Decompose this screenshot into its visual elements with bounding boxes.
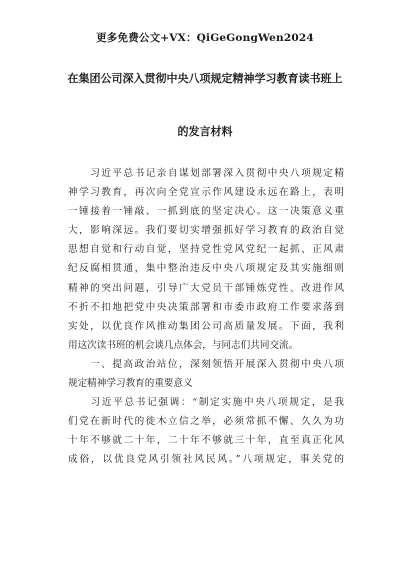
document-body [68, 164, 344, 470]
body-text-line: 纪反腐相贯通，集中整治违反中央八项规定及其实施细则 [68, 263, 344, 275]
body-text-line: 实处，以优良作风推动集团公司高质量发展。下面，我利 [68, 320, 344, 332]
body-text-line: 不折不扣地把党中央决策部署和市委市政府工作要求落到 [68, 301, 344, 313]
body-text-line: 神学习教育，再次向全党宣示作风建设永远在路上，表明 [68, 187, 344, 199]
body-text-line: 大，影响深远。我们要切实增强抓好学习教育的政治自觉 [68, 225, 344, 237]
body-text-line: 十年不够就二十年，二十年不够就三十年，直至真正化风 [68, 435, 344, 447]
body-text-line: 一、提高政治站位，深刻领悟开展深入贯彻中央八项 [68, 358, 344, 370]
document-title-line-2: 的发言材料 [177, 125, 233, 138]
watermark-text: 更多免费公文+VX：QiGeGongWen2024 [96, 32, 314, 44]
body-text-line: 思想自觉和行动自觉，坚持党性党风党纪一起抓、正风肃 [68, 244, 344, 256]
body-text-line: 规定精神学习教育的重要意义 [68, 378, 193, 390]
body-text-line: 精神的突出问题，引导广大党员干部锤炼党性、改进作风 [68, 282, 344, 294]
document-title-line-1: 在集团公司深入贯彻中央八项规定精神学习教育读书班上 [67, 72, 343, 85]
body-text-line: 们党在新时代的徙木立信之举，必须常抓不懈、久久为功 [68, 416, 344, 428]
body-text-line: 习近平总书记亲自谋划部署深入贯彻中央八项规定精 [68, 168, 344, 179]
body-text-line: 成俗，以优良党风引领社风民风。”八项规定，事关党的 [68, 454, 344, 466]
body-text-line: 习近平总书记强调：“制定实施中央八项规定，是我 [68, 397, 344, 409]
body-text-line: 一锤接着一锤敲、一抓到底的坚定决心。这一决策意义重 [68, 206, 344, 218]
body-text-line: 用这次读书班的机会谈几点体会，与同志们共同交流。 [68, 339, 299, 351]
